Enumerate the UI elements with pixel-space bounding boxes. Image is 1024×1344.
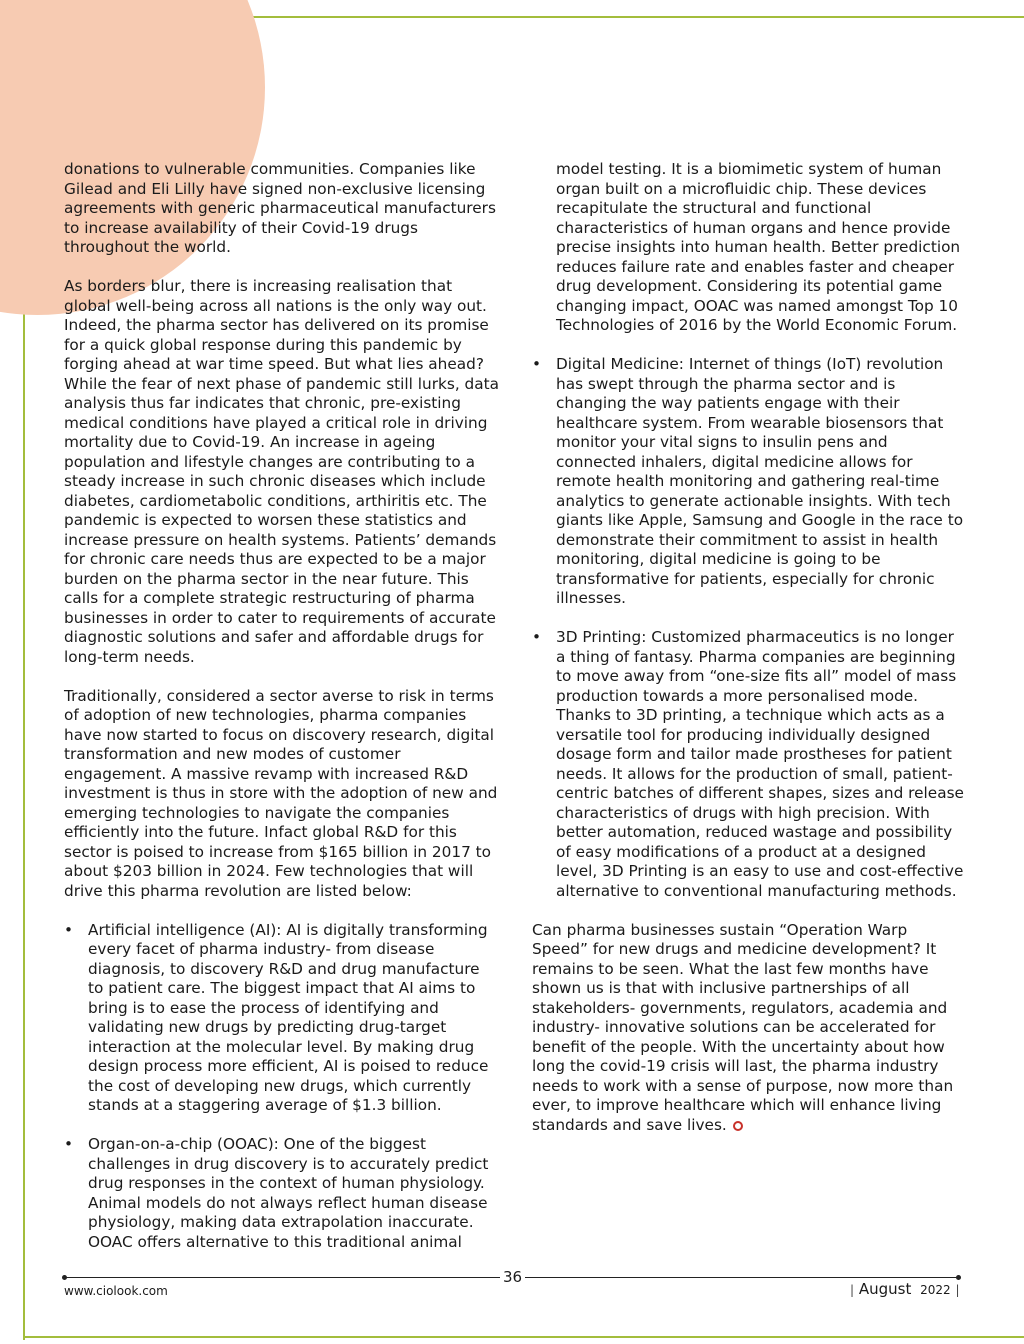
list-item [532,355,964,609]
list-item-text: Artificial intelligence (AI): AI is digitally transforming every facet of pharma industry- from disease diagnosis, to discovery R&D and drug manufacture to patient care. The biggest impact that AI aims to bring is to ease the process of identifying and validating new drugs by predicting drug-target interaction at the molecular level. By making drug design process more efficient, AI is poised to reduce the cost of developing new drugs, which currently stands at a staggering average of $1.3 billion. [88,920,489,1114]
issue-date [850,1280,959,1299]
separator: | [850,1283,855,1297]
list-item-text: Digital Medicine: Internet of things (IoT) revolution has swept through the pharma sector and is changing the way patients engage with their healthcare system. From wearable biosensors that monitor your vital signs to insulin pens and connected inhalers, digital medicine allows for remote health monitoring and gathering real-time analytics to generate actionable insights. With tech giants like Apple, Samsung and Google in the race to demonstrate their commitment to assist in health monitoring, digital medicine is going to be transformative for patients, especially for chronic illnesses. [556,355,964,607]
list-item-text: 3D Printing: Customized pharmaceutics is no longer a thing of fantasy. Pharma companies are beginning to move away from “one-size fits all” model of mass production towards a more personalised mode. Thanks to 3D printing, a technique which acts as a versatile tool for producing individually designed dosage form and tailor made prostheses for patient needs. It allows for the production of small, patient-centric batches of different shapes, sizes and release characteristics of drugs with high precision. With better automation, reduced wastage and possibility of easy modifications of a product at a designed level, 3D Printing is an easy to use and cost-effective alternative to conventional manufacturing methods. [556,628,964,900]
left-column [64,160,499,1272]
issue-month: August [858,1280,912,1298]
paragraph: As borders blur, there is increasing realisation that global well-being across all nations is the only way out. Indeed, the pharma sector has delivered on its promise for a quick global response during this pandemic by forging ahead at war time speed. But what lies ahead? While the fear of next phase of pandemic still lurks, data analysis thus far indicates that chronic, pre-existing medical conditions have played a critical role in driving mortality due to Covid-19. An increase in ageing population and lifestyle changes are contributing to a steady increase in such chronic diseases which include diabetes, cardiometabolic conditions, arthiritis etc. The pandemic is expected to worsen these statistics and increase pressure on health systems. Patients’ demands for chronic care needs thus are expected to be a major burden on the pharma sector in the near future. This calls for a complete strategic restructuring of pharma businesses in order to cater to requirements of accurate diagnostic solutions and safer and affordable drugs for long-term needs. [64,277,500,666]
closing-paragraph [532,921,964,1136]
paragraph: model testing. It is a biomimetic system of human organ built on a microfluidic chip. These devices recapitulate the structural and functional characteristics of human organs and hence provide precise insights into human health. Better prediction reduces failure rate and enables faster and cheaper drug development. Considering its potential game changing impact, OOAC was named amongst Top 10 Technologies of 2016 by the World Economic Forum. [556,160,961,334]
bullet-icon: • [64,920,74,939]
bullet-icon: • [532,628,542,646]
separator: | [955,1283,960,1297]
issue-year: 2022 [920,1283,951,1297]
list-item [64,921,499,1116]
bullet-icon: • [64,1135,74,1153]
website-link[interactable]: www.ciolook.com [64,1284,168,1298]
list-item [532,628,964,901]
footer-rule-left [64,1277,500,1278]
footer-rule-right [525,1277,959,1278]
bottom-border-line [23,1336,1024,1338]
page-number: 36 [502,1268,523,1286]
end-mark-icon [733,1121,743,1131]
paragraph: Traditionally, considered a sector averse to risk in terms of adoption of new technologies, pharma companies have now started to focus on discovery research, digital transformation and new modes of customer engagement. A massive revamp with increased R&D investment is thus in store with the adoption of new and emerging technologies to navigate the companies efficiently into the future. Infact global R&D for this sector is poised to increase from $165 billion in 2017 to about $203 billion in 2024. Few technologies that will drive this pharma revolution are listed below: [64,686,498,900]
list-item-text: Organ-on-a-chip (OOAC): One of the biggest challenges in drug discovery is to accurately predict drug responses in the context of human physiology. Animal models do not always reflect human disease physiology, making data extrapolation inaccurate. OOAC offers alternative to this traditional animal [88,1135,489,1251]
paragraph: donations to vulnerable communities. Companies like Gilead and Eli Lilly have signed non-exclusive licensing agreements with generic pharmaceutical manufacturers to increase availability of their Covid-19 drugs throughout the world. [64,160,496,256]
bullet-icon: • [532,355,542,373]
list-item [64,1135,499,1252]
closing-text: Can pharma businesses sustain “Operation Warp Speed” for new drugs and medicine development? It remains to be seen. What the last few months have shown us is that with inclusive partnerships of all stakeholders- governments, regulators, academia and industry- innovative solutions can be accelerated for benefit of the people. With the uncertainty about how long the covid-19 crisis will last, the pharma industry needs to work with a sense of purpose, now more than ever, to improve healthcare which will enhance living standards and save lives. [532,920,954,1134]
right-column [532,160,964,1155]
